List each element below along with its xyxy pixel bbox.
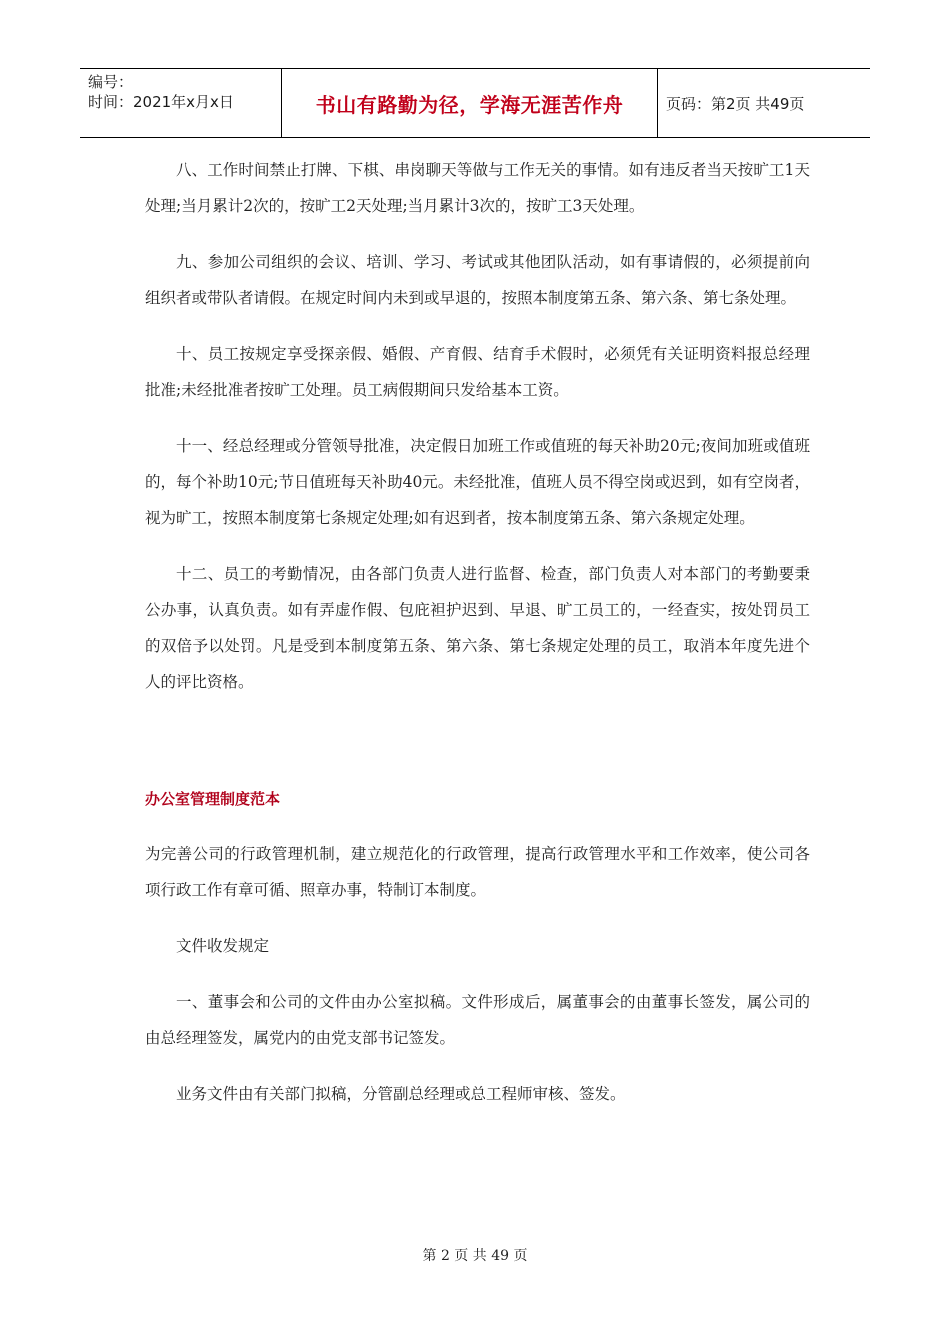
- header-page-info: 页码：第2页 共49页: [666, 94, 805, 113]
- document-body: [145, 152, 810, 1132]
- document-number-label: 编号：: [88, 73, 134, 91]
- section-title: 办公室管理制度范本: [145, 790, 281, 808]
- paragraph: 十二、员工的考勤情况，由各部门负责人进行监督、检查，部门负责人对本部门的考勤要秉公办事，认真负责。如有弄虚作假、包庇袒护迟到、早退、旷工员工的，一经查实，按处罚员工的双倍予以处罚。凡是受到本制度第五条、第六条、第七条规定处理的员工，取消本年度先进个人的评比资格。: [145, 565, 810, 691]
- paragraph: 九、参加公司组织的会议、培训、学习、考试或其他团队活动，如有事请假的，必须提前向组织者或带队者请假。在规定时间内未到或早退的，按照本制度第五条、第六条、第七条处理。: [145, 253, 810, 307]
- paragraph: 一、董事会和公司的文件由办公室拟稿。文件形成后，属董事会的由董事长签发，属公司的由总经理签发，属党内的由党支部书记签发。: [145, 993, 810, 1047]
- intro-paragraph: 为完善公司的行政管理机制，建立规范化的行政管理，提高行政管理水平和工作效率，使公司各项行政工作有章可循、照章办事，特制订本制度。: [145, 845, 810, 899]
- header-meta: [80, 69, 280, 137]
- document-time-label: 时间：2021年x月x日: [88, 93, 234, 111]
- paragraph: 业务文件由有关部门拟稿，分管副总经理或总工程师审核、签发。: [176, 1085, 626, 1103]
- page-header: [80, 68, 870, 138]
- paragraph: 十、员工按规定享受探亲假、婚假、产育假、结育手术假时，必须凭有关证明资料报总经理批准;未经批准者按旷工处理。员工病假期间只发给基本工资。: [145, 345, 810, 399]
- page-footer: 第 2 页 共 49 页: [422, 1248, 528, 1264]
- paragraph: 十一、经总经理或分管领导批准，决定假日加班工作或值班的每天补助20元;夜间加班或值班的，每个补助10元;节日值班每天补助40元。未经批准，值班人员不得空岗或迟到，如有空岗者，视为旷工，按照本制度第七条规定处理;如有迟到者，按本制度第五条、第六条规定处理。: [145, 437, 810, 527]
- subheading: 文件收发规定: [176, 937, 270, 955]
- paragraph: 八、工作时间禁止打牌、下棋、串岗聊天等做与工作无关的事情。如有违反者当天按旷工1天处理;当月累计2次的，按旷工2天处理;当月累计3次的，按旷工3天处理。: [145, 161, 810, 215]
- header-motto: 书山有路勤为径，学海无涯苦作舟: [281, 69, 658, 137]
